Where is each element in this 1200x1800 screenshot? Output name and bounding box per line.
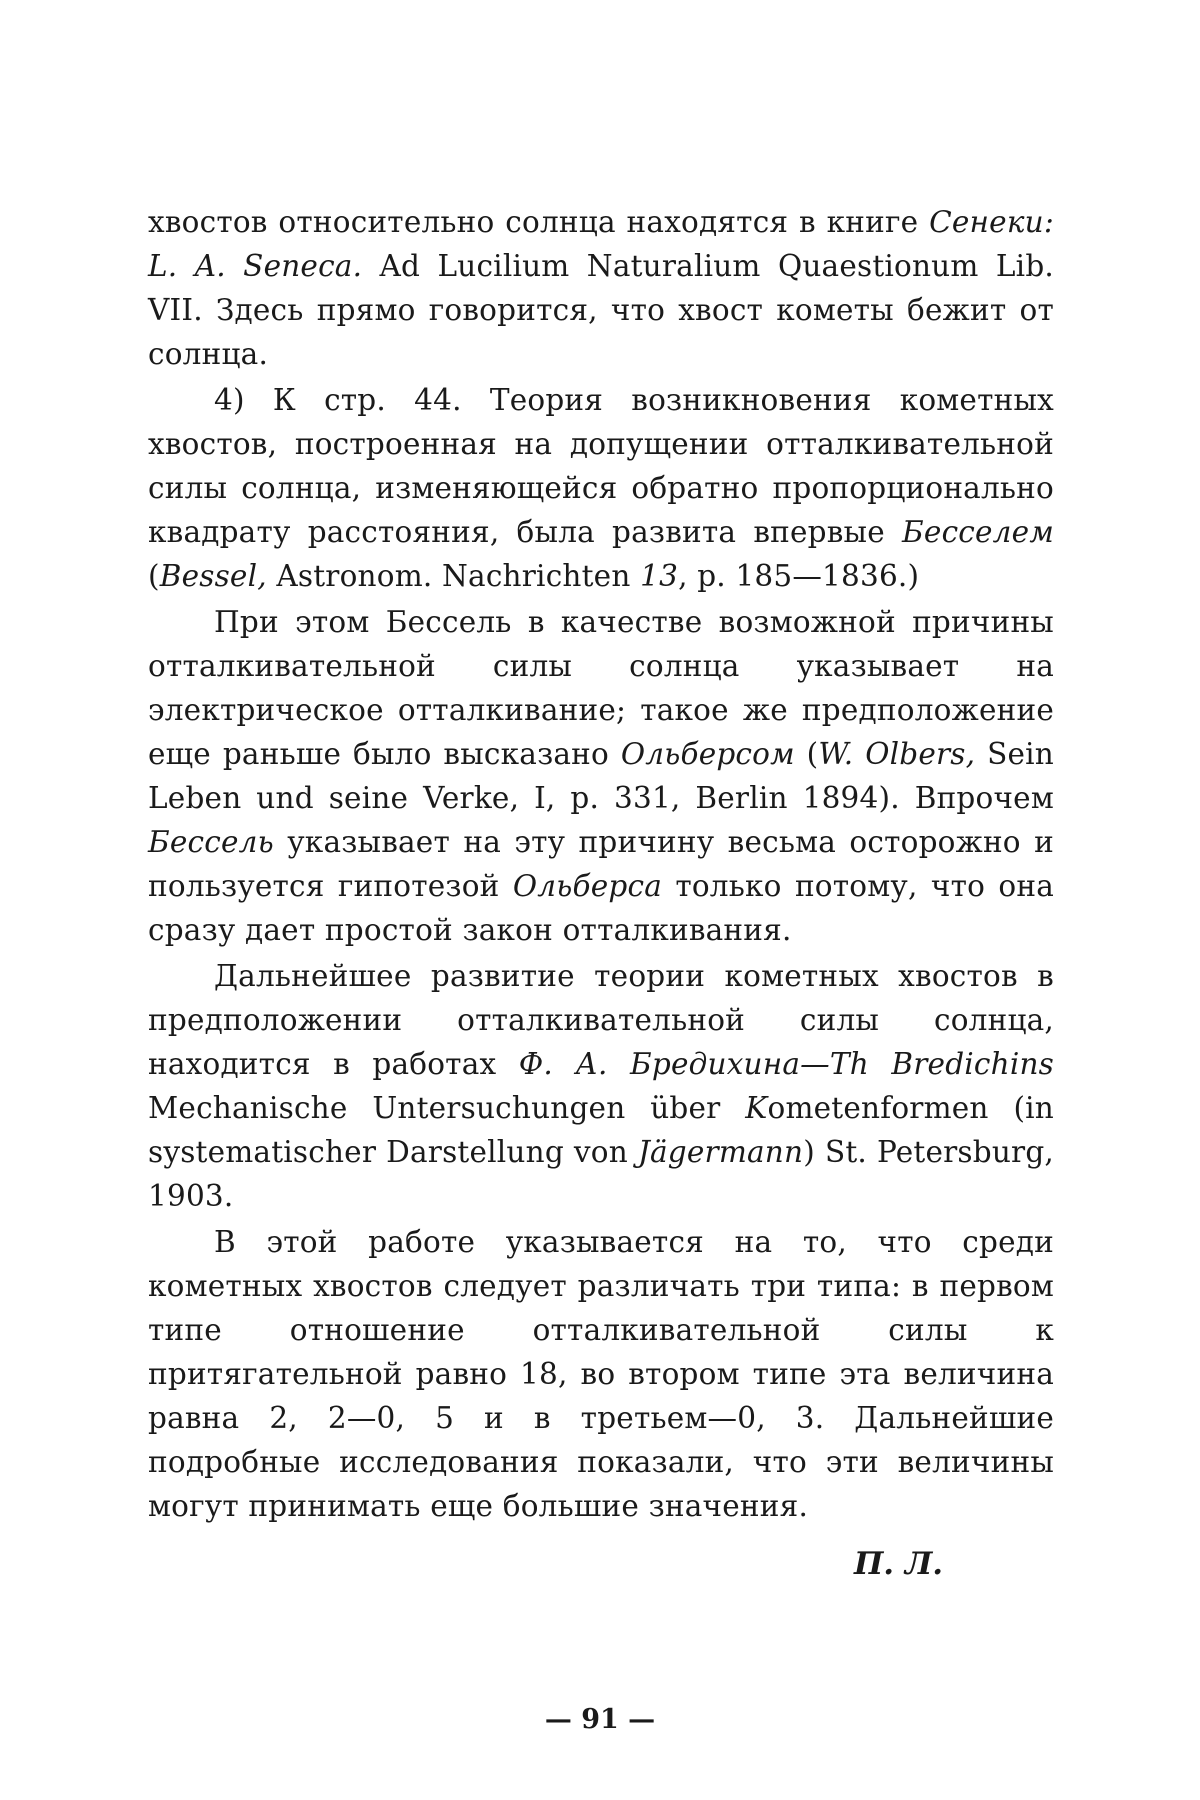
signature: П. Л. <box>854 1546 944 1582</box>
p3-text-1: При этом Бессель в качестве возможной причины отталкивательной силы солнца указывает на электрическое отталкивание; такое же предположение еще раньше было высказано <box>148 605 1054 771</box>
paragraph-3 <box>148 600 1054 952</box>
p5-text-1: В этой работе указывается на то, что среди кометных хвостов следует различать три типа: в первом типе отношение отталкивательной силы к притягательной равно 18, во втором типе эта величина равна 2, 2—0, 5 и в третьем—0, 3. Дальнейшие подробные исследования показали, что эти величины могут принимать еще большие значения. <box>148 1225 1054 1523</box>
p1-text-1: хвостов относительно солнца находятся в книге <box>148 205 930 239</box>
page-number: — 91 — <box>544 1704 656 1735</box>
p3-text-5: только потому, что она сразу дает простой закон отталкивания. <box>148 869 1054 947</box>
paragraph-2 <box>148 378 1054 598</box>
p4-author-bredikhin: Ф. А. Бредихина—Th Bredichins <box>518 1047 1055 1081</box>
p2-text-3: Astronom. Nachrichten <box>266 559 641 593</box>
p3-author-olbers-latin: W. Olbers, <box>818 737 976 771</box>
p1-text-2: Ad Lucilium Naturalium Quaestionum Lib. VII. Здесь прямо говорится, что хвост кометы бежит от солнца. <box>148 249 1054 371</box>
p2-volume: 13 <box>640 559 679 593</box>
p1-author-seneca-ru: Сенеки: <box>929 205 1054 239</box>
p4-author-jagermann: Jägermann <box>637 1135 804 1169</box>
paragraph-5 <box>148 1220 1054 1528</box>
p3-author-bessel-ru: Бессель <box>148 825 274 859</box>
p4-text-4: ) St. Petersburg, 1903. <box>148 1135 1054 1213</box>
page-body <box>148 200 1054 1528</box>
paragraph-4 <box>148 954 1054 1218</box>
p1-author-seneca-latin: L. A. Seneca. <box>148 249 363 283</box>
p4-text-2: Mechanische Untersuchungen über <box>148 1091 746 1125</box>
p2-author-bessel-ru: Бесселем <box>902 515 1054 549</box>
p3-text-4: указывает на эту причину весьма осторожно и пользуется гипотезой <box>148 825 1054 903</box>
p4-text-1: Дальнейшее развитие теории кометных хвостов в предположении отталкивательной силы солнца, находится в работах <box>148 959 1054 1081</box>
p2-text-2: ( <box>148 559 160 593</box>
p3-text-3: Sein Leben und seine Verke, I, p. 331, Berlin 1894). Впрочем <box>148 737 1054 815</box>
p2-author-bessel-latin: Bessel, <box>159 559 267 593</box>
p3-author-olbers-gen: Ольберса <box>512 869 662 903</box>
p4-text-3: ometenformen (in systematischer Darstellung von <box>148 1091 1054 1169</box>
p4-k-letter: K <box>745 1091 768 1125</box>
p2-text-1: 4) К стр. 44. Теория возникновения кометных хвостов, построенная на допущении отталкивательной силы солнца, изменяющейся обратно пропорционально квадрату расстояния, была развита впервые <box>148 383 1054 549</box>
paragraph-1 <box>148 200 1054 376</box>
p2-text-4: , p. 185—1836.) <box>678 559 920 593</box>
p3-text-2: ( <box>794 737 819 771</box>
p3-author-olbers-ru: Ольберсом <box>620 737 795 771</box>
